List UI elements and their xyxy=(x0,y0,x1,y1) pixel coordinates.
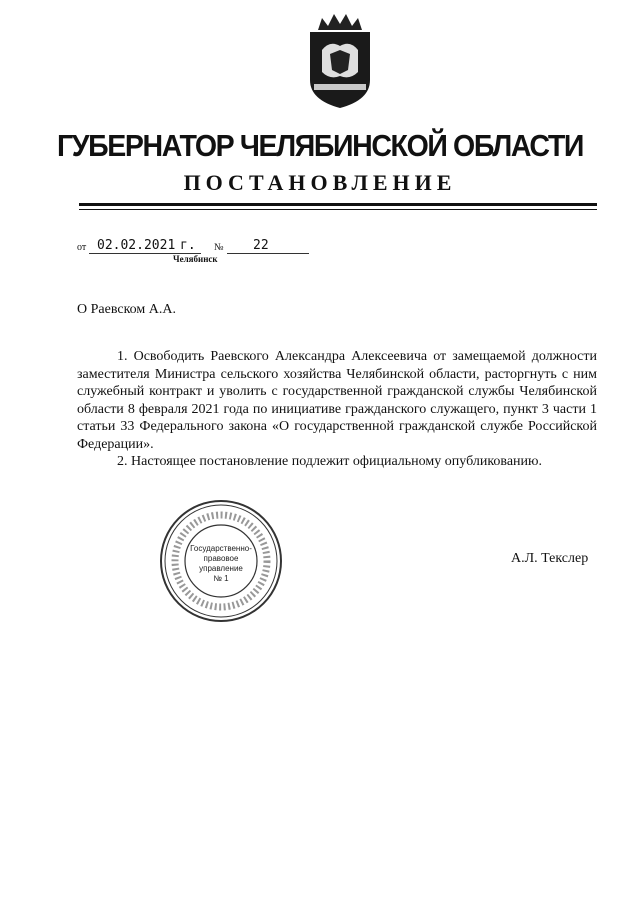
header-rule-thin xyxy=(79,209,597,210)
paragraph-2: 2. Настоящее постановление подлежит официальному опубликованию. xyxy=(117,454,542,469)
seal-text-3: управление xyxy=(199,564,243,573)
from-label: от xyxy=(77,242,87,253)
seal-text-1: Государственно- xyxy=(190,544,252,553)
document-subject: О Раевском А.А. xyxy=(77,302,176,317)
date-number-line xyxy=(77,236,317,256)
official-seal-icon xyxy=(158,498,284,624)
document-subtitle: ПОСТАНОВЛЕНИЕ xyxy=(183,170,457,195)
header-rule-thick xyxy=(79,203,597,206)
document-date: 02.02.2021 xyxy=(97,238,176,253)
document-body xyxy=(77,348,597,471)
number-label: № xyxy=(214,242,224,253)
city-name: Челябинск xyxy=(173,254,218,264)
paragraph-1: 1. Освободить Раевского Александра Алексеевича от замещаемой должности заместителя Министра сельского хозяйства Челябинской области, расторгнуть с ним служебный контракт и уволить с государственной гражданской службы Челябинской области 8 февраля 2021 года по инициативе гражданского служащего, пункт 3 части 1 статьи 33 Федерального закона «О государственной гражданской службе Российской Федерации». xyxy=(77,349,597,452)
seal-text-4: № 1 xyxy=(213,574,229,583)
seal-text-2: правовое xyxy=(203,554,239,563)
year-suffix: г. xyxy=(180,238,196,253)
coat-of-arms-icon xyxy=(300,10,380,110)
signatory-name: А.Л. Текслер xyxy=(511,551,589,566)
document-title: ГУБЕРНАТОР ЧЕЛЯБИНСКОЙ ОБЛАСТИ xyxy=(56,128,584,163)
number-underline xyxy=(227,253,309,254)
document-number: 22 xyxy=(253,238,269,253)
